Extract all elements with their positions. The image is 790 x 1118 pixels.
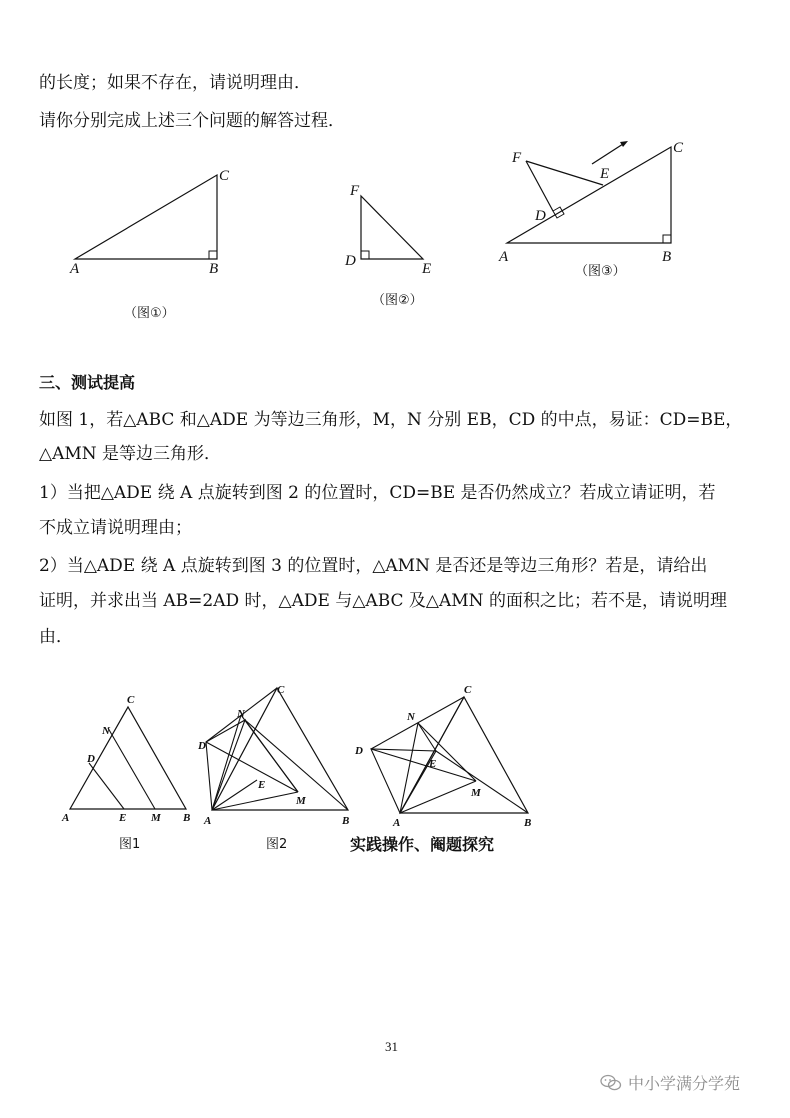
text-line: 证明，并求出当 AB=2AD 时，△ADE 与△ABC 及△AMN 的面积之比；若不是，请说明理 (39, 591, 727, 611)
label-D: D (345, 253, 356, 269)
label-E: E (422, 261, 432, 277)
label-C: C (127, 694, 135, 706)
section-heading: 三、测试提高 (39, 373, 136, 392)
label-A: A (204, 815, 212, 827)
wechat-icon (600, 1074, 622, 1092)
label-B: B (209, 261, 219, 277)
label-D: D (535, 208, 546, 224)
label-C: C (464, 684, 472, 696)
label-C: C (277, 684, 285, 696)
label-N: N (407, 711, 415, 723)
text-line: 不成立请说明理由； (39, 518, 192, 538)
figure-top-2 (340, 175, 450, 310)
caption-fig2: （图②） (372, 293, 423, 308)
caption-bottom-fig2: 图2 (266, 837, 288, 852)
figure-top-1 (60, 160, 240, 325)
label-A: A (393, 817, 401, 829)
label-A: A (70, 261, 80, 277)
label-D: D (198, 740, 206, 752)
label-F: F (512, 150, 522, 166)
label-M: M (296, 795, 306, 807)
label-B: B (183, 812, 191, 824)
label-N: N (237, 708, 245, 720)
label-C: C (673, 140, 684, 156)
label-E: E (258, 779, 266, 791)
label-M: M (471, 787, 481, 799)
label-C: C (219, 168, 230, 184)
caption-fig3: （图③） (575, 264, 626, 279)
text-line: 请你分别完成上述三个问题的解答过程． (39, 111, 345, 131)
caption-bottom-fig1: 图1 (119, 837, 141, 852)
figure-bottom-1 (55, 690, 205, 840)
watermark (600, 1071, 740, 1094)
text-line: 2）当△ADE 绕 A 点旋转到图 3 的位置时，△AMN 是否还是等边三角形？若是，请给出 (39, 556, 708, 576)
text-line: 1）当把△ADE 绕 A 点旋转到图 2 的位置时，CD=BE 是否仍然成立？若成立请证明，若 (39, 483, 716, 503)
figure-top-3 (495, 130, 695, 285)
label-M: M (151, 812, 161, 824)
text-line: 如图 1，若△ABC 和△ADE 为等边三角形，M，N 分别 EB，CD 的中点，易证：CD=BE， (39, 410, 743, 430)
watermark-text: 中小学满分学苑 (628, 1074, 741, 1093)
label-B: B (342, 815, 350, 827)
text-line: △AMN 是等边三角形． (39, 444, 222, 464)
label-D: D (87, 753, 95, 765)
label-D: D (355, 745, 363, 757)
label-E: E (600, 166, 610, 182)
figure-bottom-3 (350, 680, 540, 830)
label-F: F (350, 183, 360, 199)
label-B: B (662, 249, 672, 265)
label-N: N (102, 725, 110, 737)
caption-fig1: （图①） (124, 306, 175, 321)
text-line: 的长度；如果不存在，请说明理由． (39, 73, 311, 93)
page-number: 31 (385, 1039, 398, 1054)
figure-subtitle: 实践操作、阉题探究 (350, 835, 495, 854)
label-E: E (119, 812, 127, 824)
text-line: 由． (39, 627, 73, 647)
figure-bottom-2 (195, 680, 360, 840)
label-A: A (499, 249, 509, 265)
label-E: E (429, 758, 437, 770)
label-A: A (62, 812, 70, 824)
label-B: B (524, 817, 532, 829)
